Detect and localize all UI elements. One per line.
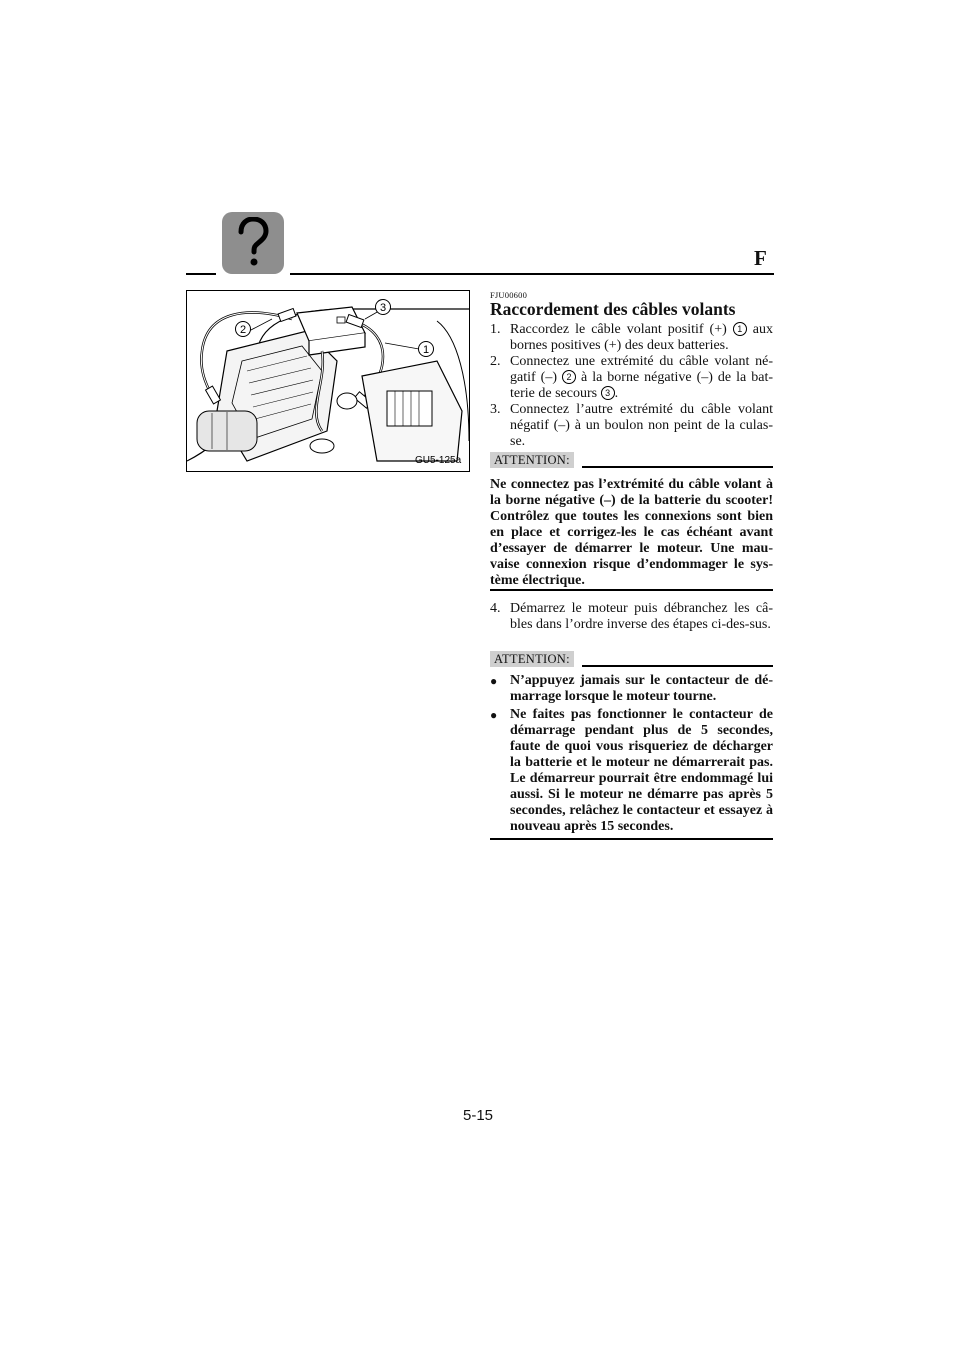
svg-text:2: 2	[239, 324, 247, 336]
callout-2	[236, 322, 251, 337]
svg-text:3: 3	[379, 302, 387, 314]
page-number: 5-15	[463, 1107, 494, 1124]
header-rule-left	[186, 273, 216, 275]
jump-cable-illustration	[186, 290, 470, 472]
attention-bullet-2: ● Ne faites pas fonctionner le contacteur de démarrage pendant plus de 5 secondes, faute de quoi vous risqueriez de décharger la batterie et le moteur ne démarrerait pas. Le démarreur pourrait être endommagé lui aussi. Si le moteur ne démarre pas après 5 secondes, relâchez le contacteur et essayez à nouveau après 15 secondes.	[490, 707, 773, 834]
step-1: 1. Raccordez le câble volant positif (+) 1 aux bornes positives (+) des deux batteries.	[490, 322, 773, 353]
question-mark-icon	[222, 212, 284, 274]
step-2: 2. Connectez une extrémité du câble volant né-gatif (–) 2 à la borne négative (–) de la bat-terie de secours 3 .	[490, 354, 773, 401]
attention-text-1: Ne connectez pas l’extrémité du câble volant à la borne négative (–) de la batterie du scooter! Contrôlez que toutes les connexions sont bien en place et corrigez-les le cas échéant avant d’essayer de démarrer le moteur. Une mau-vaise connexion risque d’endommager le sys-tème électrique.	[490, 477, 773, 588]
ref-2: 2	[562, 370, 576, 384]
callout-1	[419, 342, 434, 357]
ref-1: 1	[733, 322, 747, 336]
section-code: FJU00600	[490, 290, 528, 300]
attention-bullet-1: ● N’appuyez jamais sur le contacteur de dé-marrage lorsque le moteur tourne.	[490, 673, 773, 704]
attention-header-1	[490, 452, 773, 468]
step-3: 3. Connectez l’autre extrémité du câble volant négatif (–) à un boulon non peint de la culas-se.	[490, 402, 773, 449]
callout-3	[376, 300, 391, 315]
attention-label-2: ATTENTION:	[490, 651, 574, 667]
attention-header-2	[490, 651, 773, 667]
section-title: Raccordement des câbles volants	[490, 299, 736, 319]
figure-code: GU5-125a	[415, 455, 462, 466]
header-rule-right	[290, 273, 774, 275]
ref-3: 3	[601, 386, 615, 400]
language-letter: F	[754, 246, 767, 270]
attention-end-rule-2	[490, 838, 773, 840]
step-4: 4. Démarrez le moteur puis débranchez les câ-bles dans l’ordre inverse des étapes ci-des-sus.	[490, 601, 773, 632]
svg-text:1: 1	[422, 344, 430, 356]
attention-end-rule-1	[490, 589, 773, 591]
attention-label-1: ATTENTION:	[490, 452, 574, 468]
